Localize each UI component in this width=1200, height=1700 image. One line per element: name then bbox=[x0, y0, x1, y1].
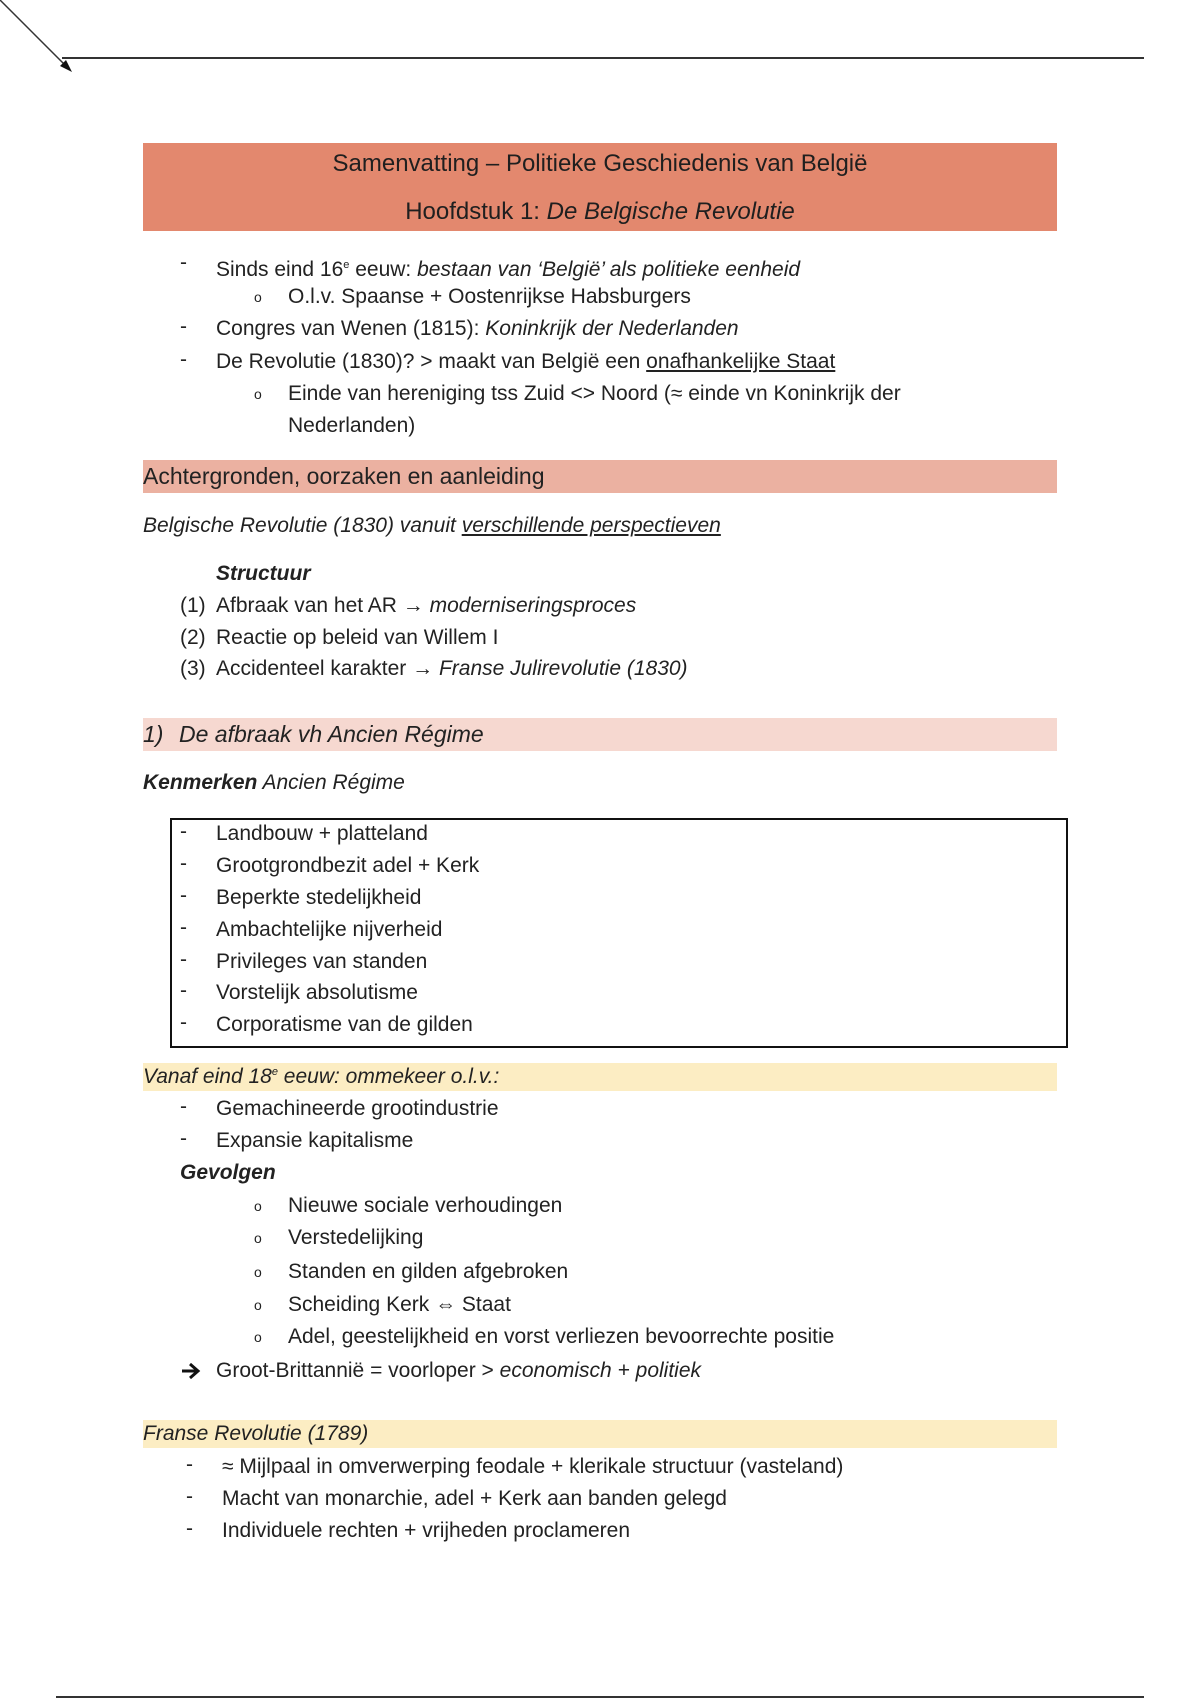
structuur-item: (1) Afbraak van het AR → moderniseringsproces bbox=[180, 594, 637, 617]
list-item: Beperkte stedelijkheid bbox=[216, 886, 422, 909]
list-item: Adel, geestelijkheid en vorst verliezen bevoorrechte positie bbox=[288, 1325, 835, 1348]
list-item: Macht van monarchie, adel + Kerk aan banden gelegd bbox=[222, 1487, 727, 1510]
perspectives-line: Belgische Revolutie (1830) vanuit verschillende perspectieven bbox=[143, 514, 721, 537]
structuur-item: (2) Reactie op beleid van Willem I bbox=[180, 626, 499, 649]
chapter-title: Hoofdstuk 1: De Belgische Revolutie bbox=[405, 198, 795, 225]
intro-bullet-1: Sinds eind 16e eeuw: bestaan van ‘België’ als politieke eenheid bbox=[216, 258, 801, 281]
list-item: ≈ Mijlpaal in omverwerping feodale + klerikale structuur (vasteland) bbox=[222, 1455, 844, 1478]
franse-revolutie-heading: Franse Revolutie (1789) bbox=[143, 1420, 1057, 1448]
list-item: Scheiding Kerk ⇔ Staat bbox=[288, 1293, 511, 1316]
section-heading-achtergronden: Achtergronden, oorzaken en aanleiding bbox=[143, 460, 1057, 493]
section-heading-ancien-regime: 1) De afbraak vh Ancien Régime bbox=[143, 718, 1057, 751]
list-item: Nieuwe sociale verhoudingen bbox=[288, 1194, 563, 1217]
top-rule bbox=[62, 57, 1144, 59]
bottom-rule bbox=[56, 1696, 1144, 1698]
list-item: Grootgrondbezit adel + Kerk bbox=[216, 854, 480, 877]
gevolgen-label: Gevolgen bbox=[180, 1161, 276, 1184]
list-item: Standen en gilden afgebroken bbox=[288, 1260, 569, 1283]
document-title: Samenvatting – Politieke Geschiedenis van België bbox=[332, 150, 868, 177]
list-item: Corporatisme van de gilden bbox=[216, 1013, 473, 1036]
list-item: Individuele rechten + vrijheden proclameren bbox=[222, 1519, 630, 1542]
intro-sub-3b: Nederlanden) bbox=[288, 414, 416, 437]
intro-sub-3a: Einde van hereniging tss Zuid <> Noord (≈ einde vn Koninkrijk der bbox=[288, 382, 901, 405]
list-item: Gemachineerde grootindustrie bbox=[216, 1097, 499, 1120]
arrow-right-icon bbox=[180, 1361, 204, 1381]
corner-arrow-icon bbox=[0, 0, 90, 90]
list-item: Landbouw + platteland bbox=[216, 822, 428, 845]
list-item: Privileges van standen bbox=[216, 950, 428, 973]
intro-bullet-3: De Revolutie (1830)? > maakt van België een onafhankelijke Staat bbox=[216, 350, 836, 373]
vanaf-heading: Vanaf eind 18e eeuw: ommekeer o.l.v.: bbox=[143, 1063, 1057, 1091]
intro-bullet-2: Congres van Wenen (1815): Koninkrijk der Nederlanden bbox=[216, 317, 739, 340]
title-band bbox=[143, 143, 1057, 231]
kenmerken-line: Kenmerken Ancien Régime bbox=[143, 771, 405, 794]
list-item: Verstedelijking bbox=[288, 1226, 424, 1249]
structuur-item: (3) Accidenteel karakter → Franse Julirevolutie (1830) bbox=[180, 657, 688, 680]
intro-sub-1: O.l.v. Spaanse + Oostenrijkse Habsburgers bbox=[288, 285, 691, 308]
structuur-label: Structuur bbox=[216, 562, 311, 585]
list-item: Vorstelijk absolutisme bbox=[216, 981, 418, 1004]
list-item: Ambachtelijke nijverheid bbox=[216, 918, 443, 941]
voorloper-line: Groot-Brittannië = voorloper > economisch + politiek bbox=[216, 1359, 702, 1382]
list-item: Expansie kapitalisme bbox=[216, 1129, 414, 1152]
